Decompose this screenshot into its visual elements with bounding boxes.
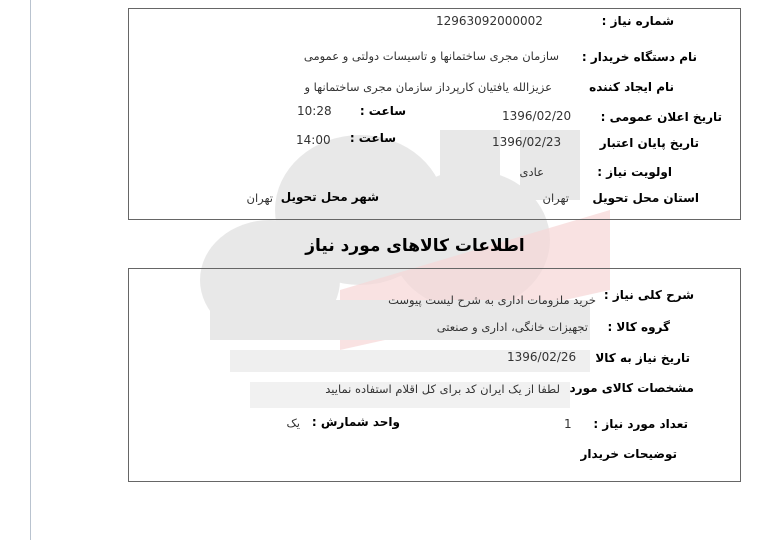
priority-value: عادی [519, 165, 544, 179]
buyer-notes-label: توضیحات خریدار [580, 447, 677, 461]
unit-label: واحد شمارش : [311, 415, 400, 429]
goods-specs-label: مشخصات کالای مورد [569, 381, 694, 395]
delivery-city-label: شهر محل تحویل [280, 190, 379, 204]
announce-time-value: 10:28 [297, 104, 332, 118]
delivery-province-value: تهران [542, 191, 569, 205]
validity-date-value: 1396/02/23 [492, 135, 562, 149]
creator-value: عزیزالله یافتیان کارپرداز سازمان مجری ساختمانها و [304, 80, 552, 94]
delivery-province-label: استان محل تحویل [592, 191, 699, 205]
general-desc-value: خرید ملزومات اداری به شرح لیست پیوست [388, 293, 596, 307]
announce-time-label: ساعت : [359, 104, 406, 118]
buyer-org-label: نام دستگاه خریدار : [581, 50, 697, 64]
priority-label: اولویت نیاز : [597, 165, 672, 179]
goods-specs-value: لطفا از یک ایران کد برای کل اقلام استفاده نمایید [325, 382, 560, 396]
delivery-city-value: تهران [246, 191, 273, 205]
left-border-rule [30, 0, 31, 540]
goods-section-title: اطلاعات کالاهای مورد نیاز [305, 236, 525, 256]
goods-need-date-label: تاریخ نیاز به کالا [595, 351, 690, 365]
goods-need-date-value: 1396/02/26 [507, 350, 577, 364]
unit-value: یک [286, 416, 300, 430]
announce-date-value: 1396/02/20 [502, 109, 572, 123]
quantity-value: 1 [564, 417, 572, 431]
creator-label: نام ایجاد کننده [589, 80, 674, 94]
validity-time-label: ساعت : [349, 131, 396, 145]
validity-time-value: 14:00 [296, 133, 331, 147]
quantity-label: تعداد مورد نیاز : [593, 417, 688, 431]
announce-date-label: تاریخ اعلان عمومی : [600, 110, 722, 124]
goods-group-value: تجهیزات خانگی، اداری و صنعتی [436, 320, 588, 334]
goods-group-label: گروه کالا : [607, 320, 670, 334]
buyer-org-value: سازمان مجری ساختمانها و تاسیسات دولتی و عمومی [303, 49, 559, 63]
need-number-value: 12963092000002 [436, 14, 543, 28]
validity-date-label: تاریخ پایان اعتبار [599, 136, 699, 150]
need-number-label: شماره نیاز : [601, 14, 674, 28]
general-desc-label: شرح کلی نیاز : [603, 288, 694, 302]
